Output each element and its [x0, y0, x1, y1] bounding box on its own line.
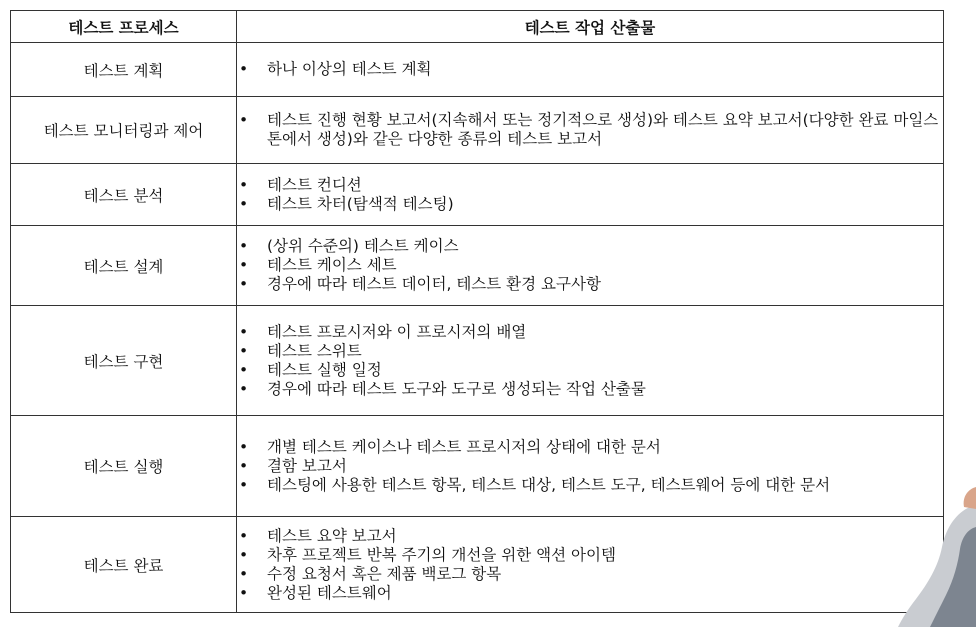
output-item: • 테스트 컨디션 — [237, 176, 943, 195]
table-header-row — [11, 11, 944, 43]
output-item: • 테스트 프로시저와 이 프로시저의 배열 — [237, 323, 943, 342]
output-list — [237, 237, 943, 294]
output-item: • 테스트 스위트 — [237, 342, 943, 361]
output-item: • 테스트 진행 현황 보고서(지속해서 또는 정기적으로 생성)와 테스트 요약 보고서(다양한 완료 마일스톤에서 생성)와 같은 다양한 종류의 테스트 보고서 — [237, 111, 943, 149]
table-row — [11, 517, 944, 613]
output-list — [237, 60, 943, 79]
header-outputs: 테스트 작업 산출물 — [237, 11, 944, 43]
output-list — [237, 438, 943, 495]
table-row — [11, 164, 944, 226]
output-item: • 테스트 실행 일정 — [237, 361, 943, 380]
table-row — [11, 416, 944, 517]
output-item: • 수정 요청서 혹은 제품 백로그 항목 — [237, 565, 943, 584]
output-item: • 테스트 차터(탐색적 테스팅) — [237, 195, 943, 214]
table-row — [11, 43, 944, 97]
output-item: • 경우에 따라 테스트 데이터, 테스트 환경 요구사항 — [237, 275, 943, 294]
output-list — [237, 323, 943, 399]
process-name: 테스트 실행 — [11, 416, 237, 517]
process-outputs — [237, 97, 944, 164]
header-process: 테스트 프로세스 — [11, 11, 237, 43]
output-list — [237, 176, 943, 214]
presenter-image — [898, 487, 976, 627]
output-item: • 개별 테스트 케이스나 테스트 프로시저의 상태에 대한 문서 — [237, 438, 943, 457]
test-process-table — [10, 10, 944, 613]
output-list — [237, 111, 943, 149]
output-item: • 테스팅에 사용한 테스트 항목, 테스트 대상, 테스트 도구, 테스트웨어 등에 대한 문서 — [237, 476, 943, 495]
output-item: • 테스트 케이스 세트 — [237, 256, 943, 275]
process-outputs — [237, 226, 944, 306]
process-name: 테스트 설계 — [11, 226, 237, 306]
process-outputs — [237, 164, 944, 226]
output-item: • 결함 보고서 — [237, 457, 943, 476]
process-name: 테스트 분석 — [11, 164, 237, 226]
output-item: • 테스트 요약 보고서 — [237, 527, 943, 546]
output-item: • 경우에 따라 테스트 도구와 도구로 생성되는 작업 산출물 — [237, 380, 943, 399]
output-item: • (상위 수준의) 테스트 케이스 — [237, 237, 943, 256]
output-item: • 차후 프로젝트 반복 주기의 개선을 위한 액션 아이템 — [237, 546, 943, 565]
output-list — [237, 527, 943, 603]
process-name: 테스트 완료 — [11, 517, 237, 613]
process-outputs — [237, 43, 944, 97]
table-row — [11, 97, 944, 164]
table-row — [11, 226, 944, 306]
process-outputs — [237, 416, 944, 517]
process-name: 테스트 구현 — [11, 306, 237, 416]
output-item: • 완성된 테스트웨어 — [237, 584, 943, 603]
process-outputs — [237, 517, 944, 613]
process-outputs — [237, 306, 944, 416]
process-name: 테스트 계획 — [11, 43, 237, 97]
process-name: 테스트 모니터링과 제어 — [11, 97, 237, 164]
output-item: • 하나 이상의 테스트 계획 — [237, 60, 943, 79]
table-row — [11, 306, 944, 416]
